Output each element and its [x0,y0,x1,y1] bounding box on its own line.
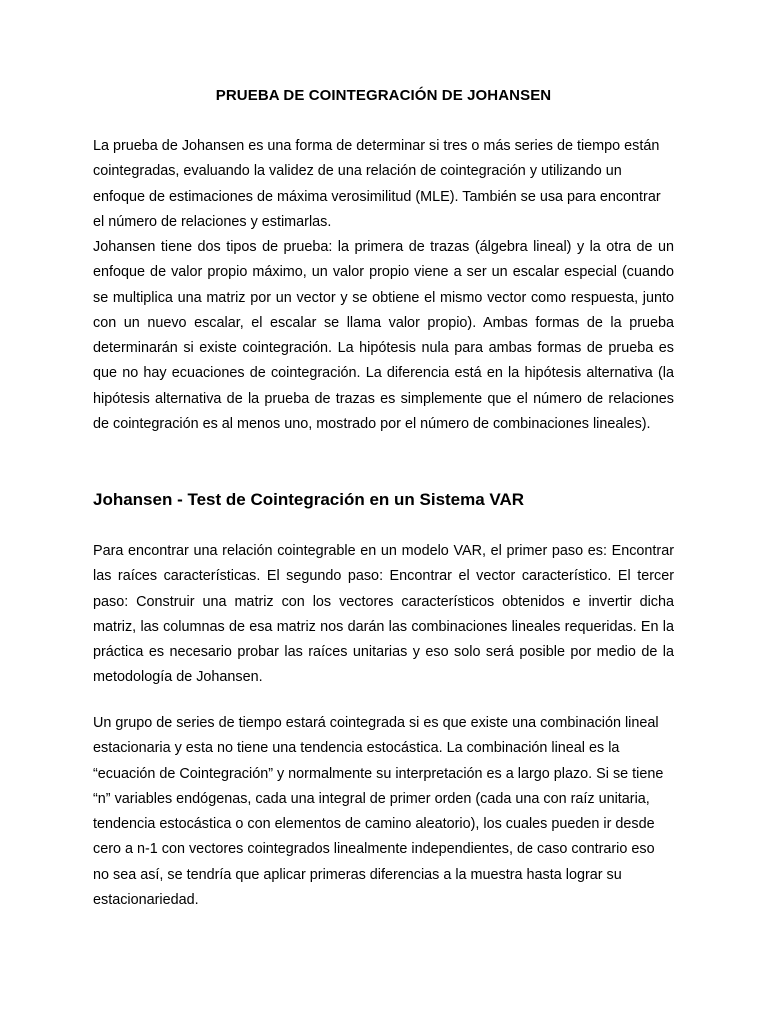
intro-paragraph: La prueba de Johansen es una forma de determinar si tres o más series de tiempo están cointegradas, evaluando la validez de una relación de cointegración y utilizando un enfoque de estimaciones de máxima verosimilitud (MLE). También se usa para encontrar el número de relaciones y estimarlas. [93,138,661,230]
test-types-paragraph: Johansen tiene dos tipos de prueba: la primera de trazas (álgebra lineal) y la otra de un enfoque de valor propio máximo, un valor propio viene a ser un escalar especial (cuando se multiplica una matriz por un vector y se obtiene el mismo vector como respuesta, junto con un nuevo escalar, el escalar se llama valor propio). Ambas formas de la prueba determinarán si existe cointegración. La hipótesis nula para ambas formas de prueba es que no hay ecuaciones de cointegración. La diferencia está en la hipótesis alternativa (la hipótesis alternativa de la prueba de trazas es simplemente que el número de relaciones de cointegración es al menos uno, mostrado por el número de combinaciones lineales). [93,239,674,433]
var-steps-paragraph: Para encontrar una relación cointegrable en un modelo VAR, el primer paso es: Encontrar las raíces características. El segundo paso: Encontrar el vector característico. El tercer paso: Construir una matriz con los vectores característicos obtenidos e invertir dicha matriz, las columnas de esa matriz nos darán las combinaciones lineales requeridas. En la práctica es necesario probar las raíces unitarias y eso solo será posible por medio de la metodología de Johansen. [93,543,674,686]
section-heading: Johansen - Test de Cointegración en un Sistema VAR [93,490,525,509]
cointegration-definition-paragraph: Un grupo de series de tiempo estará cointegrada si es que existe una combinación lineal estacionaria y esta no tiene una tendencia estocástica. La combinación lineal es la “ecuación de Cointegración” y normalmente su interpretación es a largo plazo. Si se tiene “n” variables endógenas, cada una integral de primer orden (cada una con raíz unitaria, tendencia estocástica o con elementos de camino aleatorio), los cuales pueden ir desde cero a n-1 con vectores cointegrados linealmente independientes, de caso contrario eso no sea así, se tendría que aplicar primeras diferencias a la muestra hasta lograr su estacionariedad. [93,715,664,909]
document-title: PRUEBA DE COINTEGRACIÓN DE JOHANSEN [215,87,552,104]
